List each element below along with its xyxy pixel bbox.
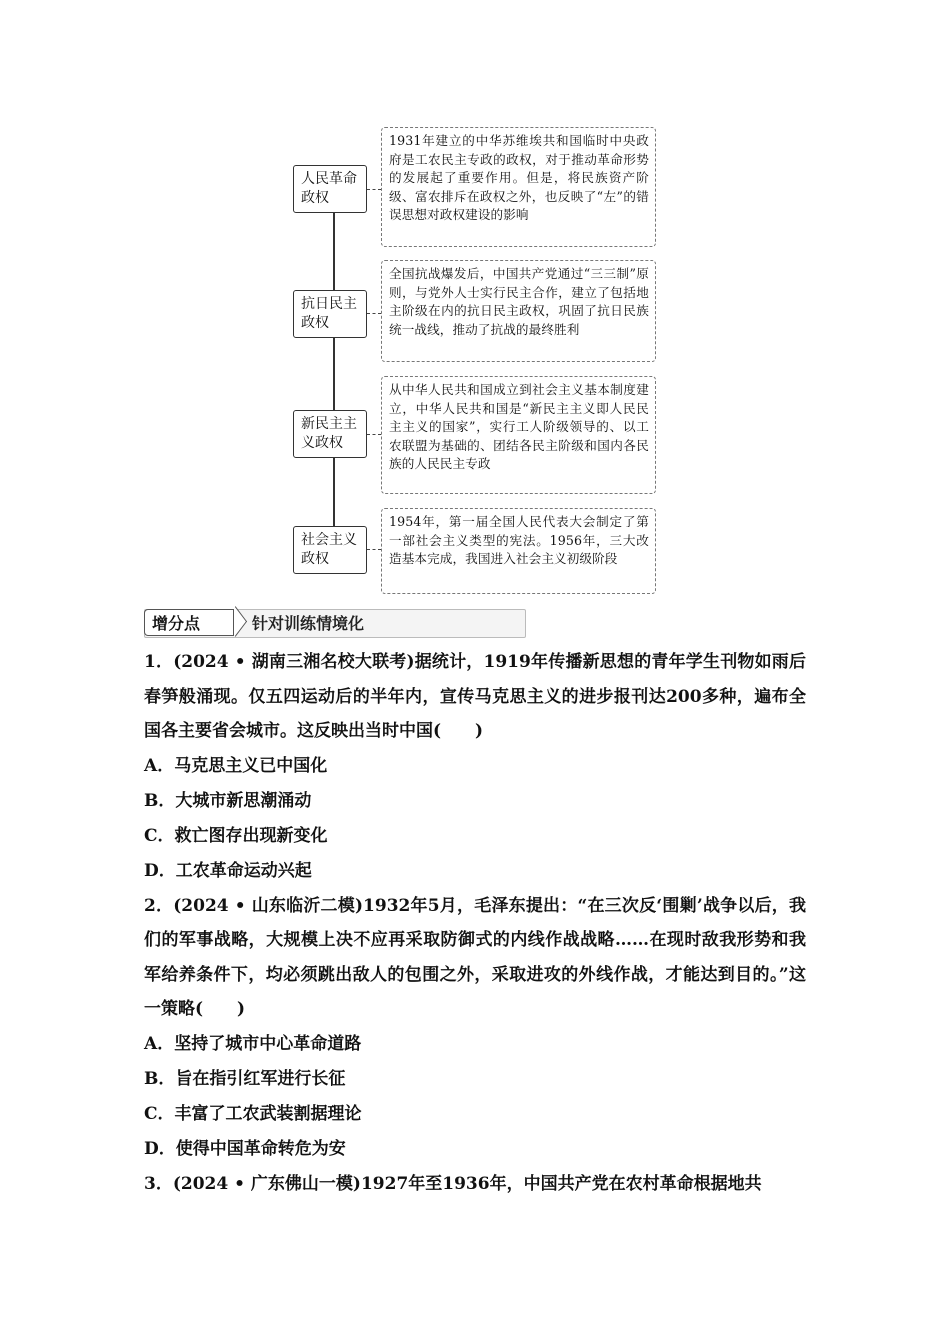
diagram-spine-line bbox=[333, 190, 335, 560]
option-a[interactable] bbox=[144, 749, 806, 784]
question-1 bbox=[144, 645, 806, 889]
option-text: 救亡图存出现新变化 bbox=[174, 825, 328, 846]
diagram-node-people-revolution bbox=[293, 165, 367, 213]
diagram-connector bbox=[367, 189, 381, 190]
section-tag: 增分点 bbox=[144, 609, 234, 636]
option-d[interactable] bbox=[144, 1132, 806, 1167]
question-list bbox=[144, 645, 806, 1201]
node-label-line: 政权 bbox=[301, 551, 329, 567]
option-c[interactable] bbox=[144, 1097, 806, 1132]
question-source: (2024 • 山东临沂二模) bbox=[173, 895, 364, 916]
node-label-line: 社会主义 bbox=[301, 532, 357, 548]
diagram-node-socialism bbox=[293, 526, 367, 574]
question-text: 据统计，1919年传播新思想的青年学生刊物如雨后春笋般涌现。仅五四运动后的半年内，宣传马克思主义的进步报刊达200多种，遍布全国各主要省会城市。这反映出当时中国( ) bbox=[144, 652, 806, 741]
question-3 bbox=[144, 1167, 806, 1202]
question-number: 3． bbox=[144, 1173, 173, 1194]
option-letter: A． bbox=[144, 755, 175, 776]
question-number: 1． bbox=[144, 652, 174, 672]
node-label-line: 人民革命 bbox=[301, 171, 357, 187]
option-letter: D． bbox=[144, 860, 176, 881]
section-header bbox=[144, 609, 526, 638]
option-text: 马克思主义已中国化 bbox=[174, 755, 328, 776]
option-letter: B． bbox=[144, 1068, 176, 1089]
question-stem bbox=[144, 1167, 806, 1202]
node-label-line: 政权 bbox=[301, 190, 329, 206]
node-label-line: 新民主主 bbox=[301, 416, 357, 432]
option-text: 旨在指引红军进行长征 bbox=[175, 1068, 346, 1089]
diagram-connector bbox=[367, 313, 381, 314]
option-a[interactable] bbox=[144, 1027, 806, 1062]
question-source: (2024 • 湖南三湘名校大联考) bbox=[173, 652, 415, 672]
diagram-desc-socialism: 1954年，第一届全国人民代表大会制定了第一部社会主义类型的宪法。1956年，三大改造基本完成，我国进入社会主义初级阶段 bbox=[381, 508, 656, 594]
option-text: 使得中国革命转危为安 bbox=[175, 1138, 346, 1159]
option-text: 坚持了城市中心革命道路 bbox=[174, 1033, 362, 1054]
option-letter: C． bbox=[144, 825, 175, 846]
question-stem bbox=[144, 645, 806, 749]
question-stem bbox=[144, 889, 806, 1027]
diagram-connector bbox=[367, 434, 381, 435]
option-d[interactable] bbox=[144, 854, 806, 889]
option-letter: C． bbox=[144, 1103, 175, 1124]
option-text: 工农革命运动兴起 bbox=[175, 860, 312, 881]
option-letter: B． bbox=[144, 790, 176, 811]
question-source: (2024 • 广东佛山一模) bbox=[172, 1173, 361, 1194]
option-letter: D． bbox=[144, 1138, 176, 1159]
regime-evolution-diagram bbox=[0, 0, 950, 600]
diagram-desc-anti-japanese: 全国抗战爆发后，中国共产党通过“三三制”原则，与党外人士实行民主合作，建立了包括地主阶级在内的抗日民主政权，巩固了抗日民族统一战线，推动了抗战的最终胜利 bbox=[381, 260, 656, 362]
option-b[interactable] bbox=[144, 1062, 806, 1097]
diagram-node-new-democracy bbox=[293, 410, 367, 458]
question-text: 1927年至1936年，中国共产党在农村革命根据地共 bbox=[360, 1173, 762, 1194]
node-label-line: 抗日民主 bbox=[301, 296, 357, 312]
option-c[interactable] bbox=[144, 819, 806, 854]
diagram-node-anti-japanese bbox=[293, 290, 367, 338]
diagram-desc-people-revolution: 1931年建立的中华苏维埃共和国临时中央政府是工农民主专政的政权，对于推动革命形势的发展起了重要作用。但是，将民族资产阶级、富农排斥在政权之外，也反映了“左”的错误思想对政权建设的影响 bbox=[381, 127, 656, 247]
diagram-desc-new-democracy: 从中华人民共和国成立到社会主义基本制度建立，中华人民共和国是“新民主主义即人民民主主义的国家”，实行工人阶级领导的、以工农联盟为基础的、团结各民主阶级和国内各民族的人民民主专政 bbox=[381, 376, 656, 494]
option-letter: A． bbox=[144, 1033, 175, 1054]
option-b[interactable] bbox=[144, 784, 806, 819]
question-text: 1932年5月，毛泽东提出：“在三次反‘围剿’战争以后，我们的军事战略，大规模上决不应再采取防御式的内线作战战略……在现时敌我形势和我军给养条件下，均必须跳出敌人的包围之外，采取进攻的外线作战，才能达到目的。”这一策略( ) bbox=[144, 895, 806, 1019]
option-text: 丰富了工农武装割据理论 bbox=[174, 1103, 362, 1124]
node-label-line: 政权 bbox=[301, 315, 329, 331]
node-label-line: 义政权 bbox=[301, 435, 343, 451]
diagram-connector bbox=[367, 549, 381, 550]
question-number: 2． bbox=[144, 895, 174, 916]
question-2 bbox=[144, 889, 806, 1167]
section-title: 针对训练情境化 bbox=[252, 614, 365, 633]
option-text: 大城市新思潮涌动 bbox=[175, 790, 312, 811]
